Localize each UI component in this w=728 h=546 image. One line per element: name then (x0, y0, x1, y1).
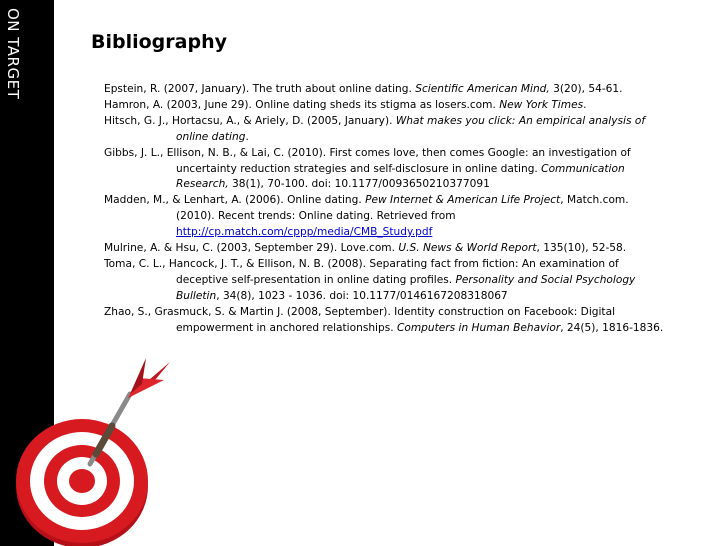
reference-link[interactable]: http://cp.match.com/cppp/media/CMB_Study.pdf (176, 226, 433, 239)
reference-item: Mulrine, A. & Hsu, C. (2003, September 29). Love.com. U.S. News & World Report, 135(10), 52-58. (104, 242, 627, 255)
page-title: Bibliography (91, 31, 227, 53)
reference-item: Epstein, R. (2007, January). The truth about online dating. Scientific American Mind, 3(20), 54-61. (104, 83, 623, 95)
reference-item: Madden, M., & Lenhart, A. (2006). Online dating. Pew Internet & American Life Project, Match.com. (2010). Recent trends: Online dating. Retrieved from http://cp.match.com/cppp/media/CMB_Study.pdf (104, 194, 629, 239)
side-label: ON TARGET (4, 8, 22, 100)
reference-item: Hamron, A. (2003, June 29). Online dating sheds its stigma as losers.com. New York Times. (104, 98, 587, 111)
reference-item: Gibbs, J. L., Ellison, N. B., & Lai, C. (2010). First comes love, then comes Google: an investigation of uncertainty reduction strategies and self-disclosure in online dating. Communication Research, 38(1), 70-100. doi: 10.1177/0093650210377091 (104, 146, 631, 191)
dartboard-with-dart-icon (0, 340, 190, 546)
reference-item: Toma, C. L., Hancock, J. T., & Ellison, N. B. (2008). Separating fact from fiction: An examination of deceptive self-presentation in online dating profiles. Personality and Social Psychology Bulletin, 34(8), 1023 - 1036. doi: 10.1177/0146167208318067 (104, 257, 636, 302)
reference-item: Hitsch, G. J., Hortacsu, A., & Ariely, D. (2005, January). What makes you click: An empirical analysis of online dating. (104, 114, 646, 143)
reference-item: Zhao, S., Grasmuck, S. & Martin J. (2008, September). Identity construction on Facebook: Digital empowerment in anchored relationships. Computers in Human Behavior, 24(5), 1816-1836. (104, 305, 664, 334)
bibliography-list (104, 82, 670, 337)
